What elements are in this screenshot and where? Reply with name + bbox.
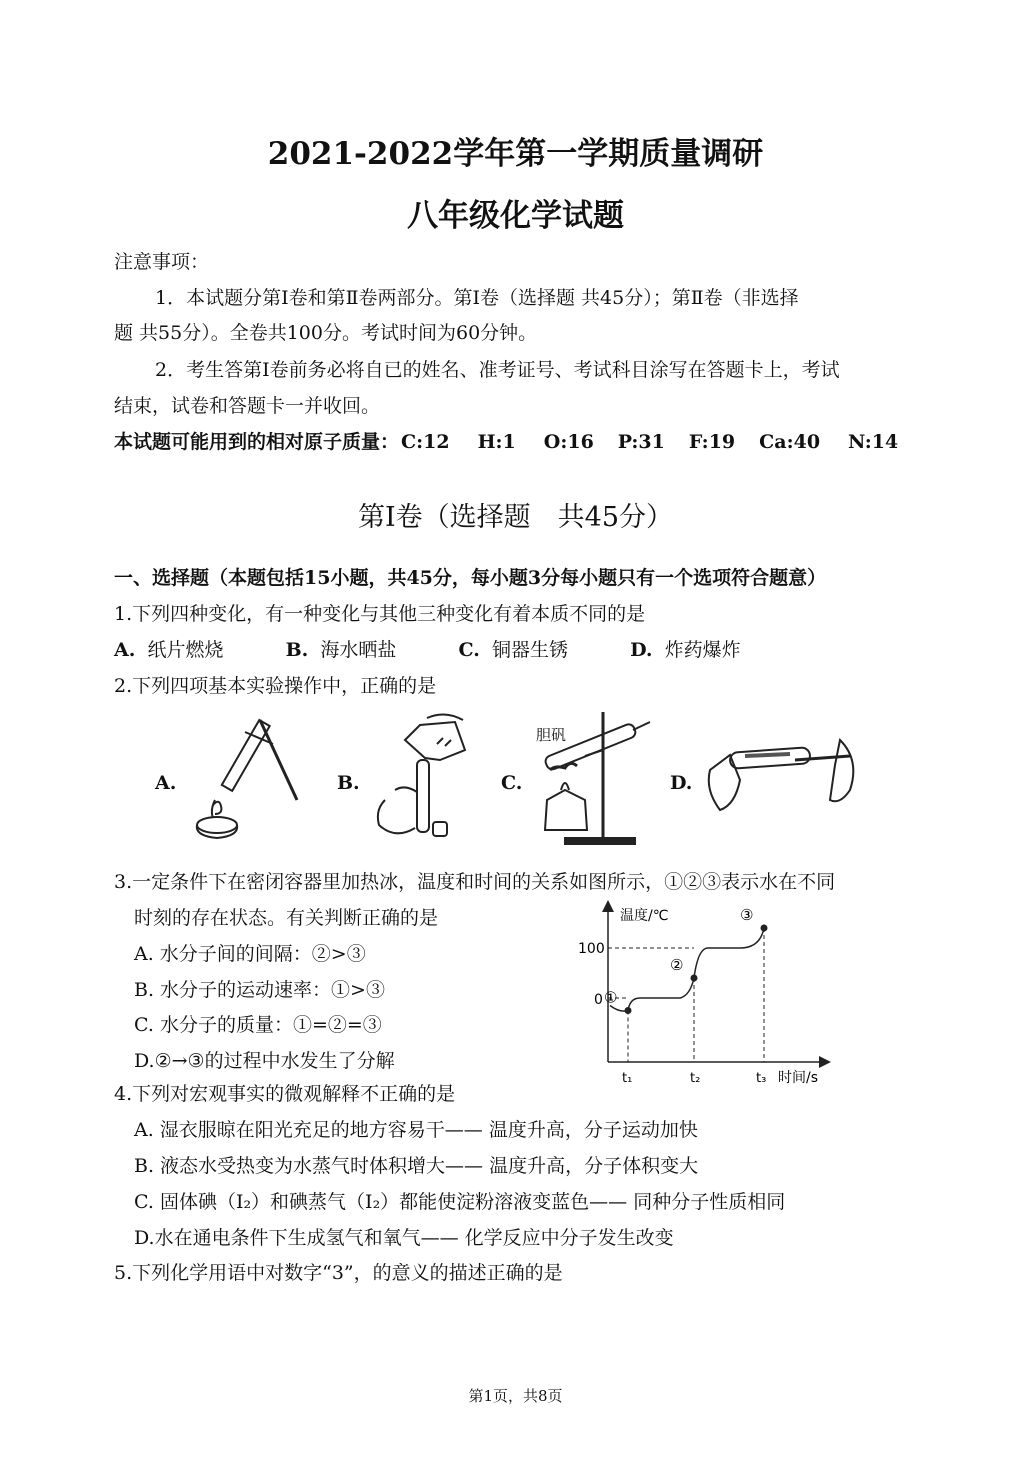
chart-point-3 [761, 925, 768, 932]
chart-point-label-2: ② [670, 956, 684, 974]
q3-option-d[interactable]: D.②→③的过程中水发生了分解 [134, 1050, 395, 1072]
q4-stem: 4.下列对宏观事实的微观解释不正确的是 [114, 1083, 456, 1105]
exam-title: 2021-2022学年第一学期质量调研 [267, 136, 764, 172]
chart-x-tick-t3: t₃ [756, 1071, 767, 1086]
atomic-mass-c: C:12 [401, 431, 450, 453]
atomic-mass-f: F:19 [688, 431, 736, 453]
q3-temperature-chart [570, 896, 840, 1091]
part1-heading: 第Ⅰ卷（选择题 共45分） [357, 502, 674, 533]
q2-stem: 2.下列四项基本实验操作中，正确的是 [114, 675, 437, 697]
q1-option-c[interactable]: C. 铜器生锈 [458, 639, 568, 661]
q1-option-a[interactable]: A. 纸片燃烧 [114, 639, 224, 661]
q3-stem-line1: 3.一定条件下在密闭容器里加热冰，温度和时间的关系如图所示，①②③表示水在不同 [114, 871, 836, 893]
page-footer: 第1页，共8页 [468, 1387, 563, 1405]
exam-subtitle: 八年级化学试题 [407, 198, 624, 234]
atomic-mass-o: O:16 [543, 431, 594, 453]
atomic-mass-h: H:1 [477, 431, 516, 453]
q3-option-a[interactable]: A. 水分子间的间隔：②>③ [134, 943, 366, 965]
q4-option-b[interactable]: B. 液态水受热变为水蒸气时体积增大—— 温度升高，分子体积变大 [134, 1155, 699, 1177]
q2-option-b-label[interactable]: B. [337, 772, 360, 794]
q3-option-c[interactable]: C. 水分子的质量：①=②=③ [134, 1014, 382, 1036]
notes-heading: 注意事项： [114, 251, 210, 273]
section-title: 一、选择题（本题包括15小题，共45分，每小题3分每小题只有一个选项符合题意） [114, 567, 827, 589]
atomic-mass-line [114, 430, 898, 454]
q5-stem: 5.下列化学用语中对数字“3”，的意义的描述正确的是 [114, 1262, 563, 1284]
atomic-mass-p: P:31 [617, 431, 665, 453]
chart-y-label: 温度/℃ [620, 908, 669, 924]
chart-point-2 [691, 975, 698, 982]
q3-stem-line2: 时刻的存在状态。有关判断正确的是 [134, 907, 439, 929]
q4-option-d[interactable]: D.水在通电条件下生成氢气和氧气—— 化学反应中分子发生改变 [134, 1227, 674, 1249]
q1-option-d[interactable]: D. 炸药爆炸 [630, 639, 741, 661]
q1-option-b[interactable]: B. 海水晒盐 [285, 639, 397, 661]
chart-x-tick-t1: t₁ [622, 1071, 633, 1086]
q4-option-a[interactable]: A. 湿衣服晾在阳光充足的地方容易干—— 温度升高，分子运动加快 [134, 1119, 698, 1141]
notes-item2-line2: 结束，试卷和答题卡一并收回。 [114, 395, 381, 417]
notes-item2-line1: 2．考生答第Ⅰ卷前务必将自已的姓名、准考证号、考试科目涂写在答题卡上，考试 [155, 359, 840, 381]
chart-x-label: 时间/s [778, 1070, 819, 1086]
chart-y-tick-0: 0 [594, 992, 603, 1008]
q2-figure-d-test-tube [700, 710, 870, 820]
q3-option-b[interactable]: B. 水分子的运动速率：①>③ [134, 979, 385, 1001]
atomic-mass-n: N:14 [848, 431, 899, 453]
q2-figure-b-pouring [365, 710, 475, 845]
notes-item1-line1: 1．本试题分第Ⅰ卷和第Ⅱ卷两部分。第Ⅰ卷（选择题 共45分）；第Ⅱ卷（非选择 [155, 287, 799, 309]
q2-option-d-label[interactable]: D. [670, 772, 693, 794]
chart-point-label-1: ① [604, 988, 618, 1007]
q1-stem: 1.下列四种变化，有一种变化与其他三种变化有着本质不同的是 [114, 603, 646, 625]
chart-x-tick-t2: t₂ [690, 1071, 701, 1086]
atomic-mass-ca: Ca:40 [759, 431, 821, 453]
chart-series-line [610, 928, 764, 1011]
atomic-mass-label: 本试题可能用到的相对原子质量： [114, 431, 400, 453]
q2-option-a-label[interactable]: A. [155, 772, 177, 794]
q2-option-c-label[interactable]: C. [501, 772, 523, 794]
q1-options [114, 638, 741, 662]
chart-point-1 [625, 1007, 632, 1014]
q2-figure-c-label: 胆矾 [536, 726, 567, 744]
chart-y-tick-100: 100 [578, 941, 605, 957]
q4-option-c[interactable]: C. 固体碘（I₂）和碘蒸气（I₂）都能使淀粉溶液变蓝色—— 同种分子性质相同 [134, 1191, 786, 1213]
q2-figure-a-heating-tube [185, 710, 310, 840]
notes-item1-line2: 题 共55分）。全卷共100分。考试时间为60分钟。 [114, 322, 538, 344]
chart-point-label-3: ③ [740, 906, 754, 924]
